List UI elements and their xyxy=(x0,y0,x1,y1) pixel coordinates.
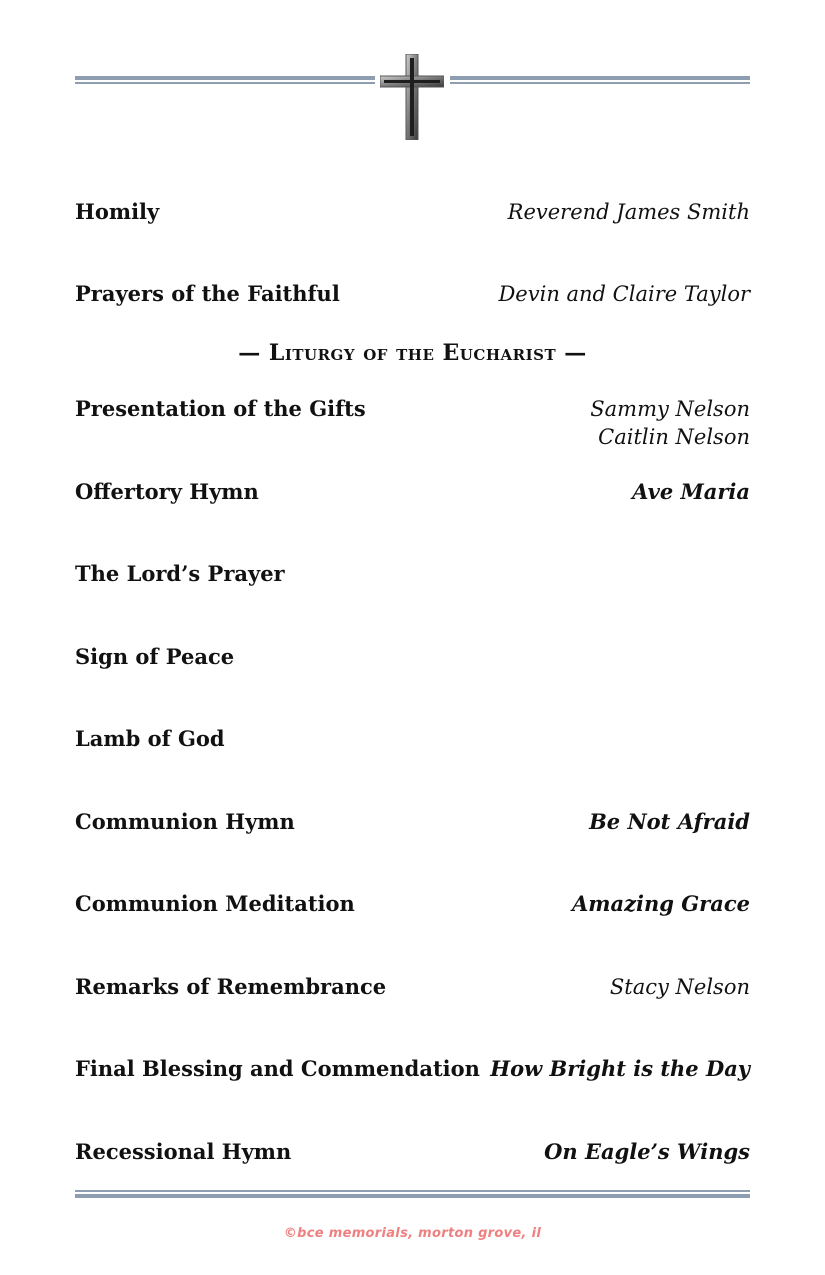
hymn-title: Be Not Afraid xyxy=(589,809,750,834)
footer-rule xyxy=(75,1190,750,1200)
hymn-title: Amazing Grace xyxy=(571,891,750,916)
program-item-label: Remarks of Remembrance xyxy=(75,974,387,999)
hymn-title: On Eagle’s Wings xyxy=(544,1139,750,1164)
program-item-label: Final Blessing and Commendation xyxy=(75,1056,480,1081)
section-heading: — Liturgy of the Eucharist — xyxy=(238,340,587,366)
program-item-label: Communion Hymn xyxy=(75,809,295,834)
header-rule-right xyxy=(450,76,750,84)
copyright-footer: ©bce memorials, morton grove, il xyxy=(283,1226,542,1241)
program-item-label: Presentation of the Gifts xyxy=(75,396,366,421)
program-item-value: Reverend James Smith xyxy=(507,200,750,224)
program-item-label: Lamb of God xyxy=(75,726,225,751)
program-item-label: Homily xyxy=(75,199,160,224)
header-rule-left xyxy=(75,76,375,84)
program-item-label: Sign of Peace xyxy=(75,644,235,669)
program-item-label: Prayers of the Faithful xyxy=(75,281,340,306)
program-item-value: Stacy Nelson xyxy=(609,975,750,999)
program-item-label: Offertory Hymn xyxy=(75,479,259,504)
program-item-label: The Lord’s Prayer xyxy=(75,561,285,586)
hymn-title: How Bright is the Day xyxy=(490,1056,750,1081)
program-item-label: Recessional Hymn xyxy=(75,1139,292,1164)
cross-icon xyxy=(380,54,444,140)
presenter-name: Sammy Nelson xyxy=(590,397,750,421)
presenter-name: Caitlin Nelson xyxy=(598,425,750,449)
program-item-label: Communion Meditation xyxy=(75,891,355,916)
header-ornament xyxy=(75,54,750,140)
program-item-value: Devin and Claire Taylor xyxy=(498,282,750,306)
program-item-value xyxy=(590,395,750,451)
hymn-title: Ave Maria xyxy=(632,479,750,504)
